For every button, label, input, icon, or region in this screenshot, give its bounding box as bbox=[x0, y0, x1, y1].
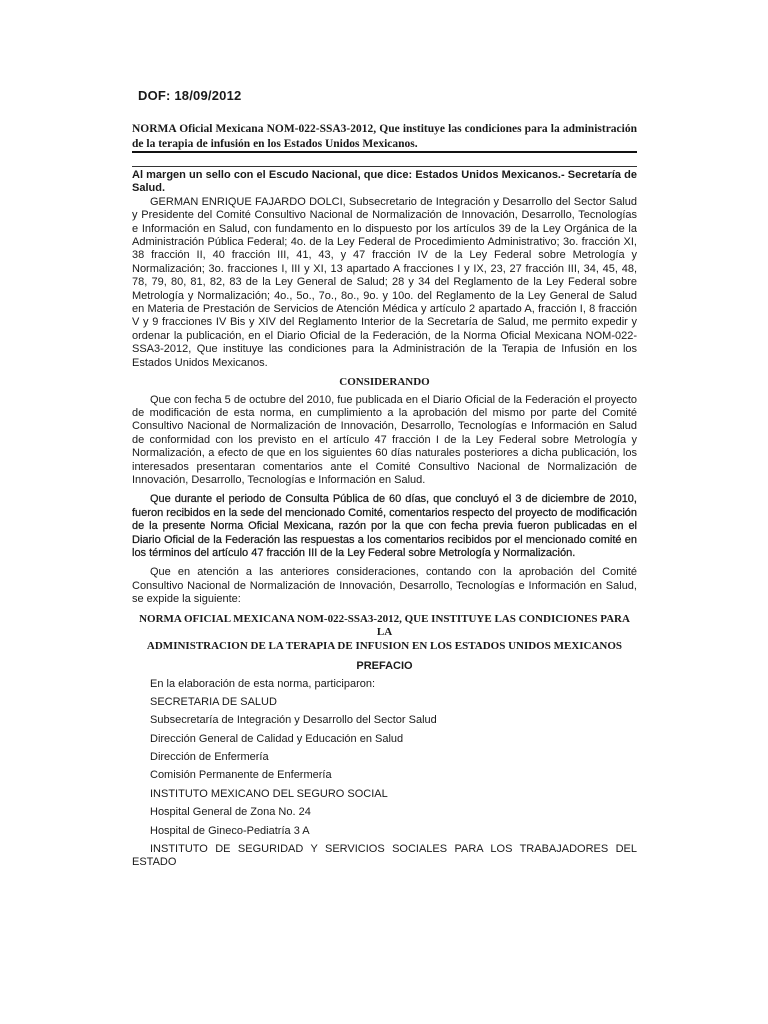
list-item: SECRETARIA DE SALUD bbox=[150, 695, 277, 708]
dof-date: DOF: 18/09/2012 bbox=[138, 88, 242, 103]
list-item: Hospital de Gineco-Pediatría 3 A bbox=[150, 824, 310, 837]
list-item: Dirección de Enfermería bbox=[150, 751, 269, 764]
list-item: INSTITUTO MEXICANO DEL SEGURO SOCIAL bbox=[150, 787, 388, 800]
intro-paragraph: GERMAN ENRIQUE FAJARDO DOLCI, Subsecretario de Integración y Desarrollo del Sector Salud y Presidente del Comité Consultivo Nacional de Normalización de Innovación, Desarrollo, Tecnologías e Información en Salud, con fundamento en lo dispuesto por los artículos 39 de la Ley Orgánica de la Administración Pública Federal; 4o. de la Ley Federal de Procedimiento Administrativo; 3o. fracción XI, 38 fracción II, 40 fracción III, 41, 43, y 47 fracción IV de la Ley Federal sobre Metrología y Normalización; 3o. fracciones I, III y XI, 13 apartado A fracciones I y IX, 23, 27 fracción III, 34, 45, 48, 78, 79, 80, 81, 82, 83 de la Ley General de Salud; 28 y 34 del Reglamento de la Ley Federal sobre Metrología y Normalización; 4o., 5o., 7o., 8o., 9o. y 10o. del Reglamento de la Ley General de Salud en Materia de Prestación de Servicios de Atención Médica y artículo 2 apartado A, fracción I, 8 fracción V y 9 fracciones IV Bis y XIV del Reglamento Interior de la Secretaría de Salud, me permito expedir y ordenar la publicación, en el Diario Oficial de la Federación, de la Norma Oficial Mexicana NOM-022-SSA3-2012, Que instituye las condiciones para la Administración de la Terapia de Infusión en los Estados Unidos Mexicanos. bbox=[132, 195, 637, 369]
norma-heading-line-2: ADMINISTRACION DE LA TERAPIA DE INFUSION EN LOS ESTADOS UNIDOS MEXICANOS bbox=[146, 639, 623, 652]
title-divider-thick bbox=[132, 151, 637, 153]
participants-list bbox=[132, 678, 637, 870]
considerando-heading: CONSIDERANDO bbox=[339, 376, 430, 389]
considerando-paragraph-2: Que durante el periodo de Consulta Pública de 60 días, que concluyó el 3 de diciembre de 2010, fueron recibidos en la sede del mencionado Comité, comentarios respecto del proyecto de modificación de la presente Norma Oficial Mexicana, razón por la que con fecha previa fueron publicadas en el Diario Oficial de la Federación las respuestas a los comentarios recibidos por el mencionado comité en los términos del artículo 47 fracción III de la Ley Federal sobre Metrología y Normalización. bbox=[132, 493, 637, 559]
considerando-paragraph-1: Que con fecha 5 de octubre del 2010, fue publicada en el Diario Oficial de la Federación el proyecto de modificación de esta norma, en cumplimiento a la aprobación del mismo por parte del Comité Consultivo Nacional de Normalización de Innovación, Desarrollo, Tecnologías e Información en Salud de conformidad con los previsto en el artículo 47 fracción I de la Ley Federal sobre Metrología y Normalización, a efecto de que en los siguientes 60 días naturales posteriores a dicha publicación, los interesados presentaran comentarios ante el Comité Consultivo Nacional de Normalización de Innovación, Desarrollo, Tecnologías e Información en Salud. bbox=[132, 393, 637, 486]
list-item: En la elaboración de esta norma, participaron: bbox=[150, 677, 376, 690]
list-item: INSTITUTO DE SEGURIDAD Y SERVICIOS SOCIALES PARA LOS TRABAJADORES DEL ESTADO bbox=[132, 843, 637, 869]
document-body bbox=[132, 169, 637, 874]
seal-note: Al margen un sello con el Escudo Nacional, que dice: Estados Unidos Mexicanos.- Secretaría de Salud. bbox=[132, 169, 637, 195]
list-item: Comisión Permanente de Enfermería bbox=[150, 769, 332, 782]
considerando-paragraph-3: Que en atención a las anteriores consideraciones, contando con la aprobación del Comité Consultivo Nacional de Normalización de Innovación, Desarrollo, Tecnologías e Información en Salud, se expide la siguiente: bbox=[132, 566, 637, 606]
list-item: Subsecretaría de Integración y Desarrollo del Sector Salud bbox=[150, 714, 437, 727]
list-item: Hospital General de Zona No. 24 bbox=[150, 806, 311, 819]
title-divider-thin bbox=[132, 166, 637, 167]
norma-heading-line-1: NORMA OFICIAL MEXICANA NOM-022-SSA3-2012, QUE INSTITUYE LAS CONDICIONES PARA LA bbox=[139, 612, 630, 639]
document-title: NORMA Oficial Mexicana NOM-022-SSA3-2012, Que instituye las condiciones para la administración de la terapia de infusión en los Estados Unidos Mexicanos. bbox=[132, 123, 637, 150]
norma-heading bbox=[132, 613, 637, 654]
prefacio-heading: PREFACIO bbox=[356, 660, 413, 673]
list-item: Dirección General de Calidad y Educación en Salud bbox=[150, 732, 404, 745]
